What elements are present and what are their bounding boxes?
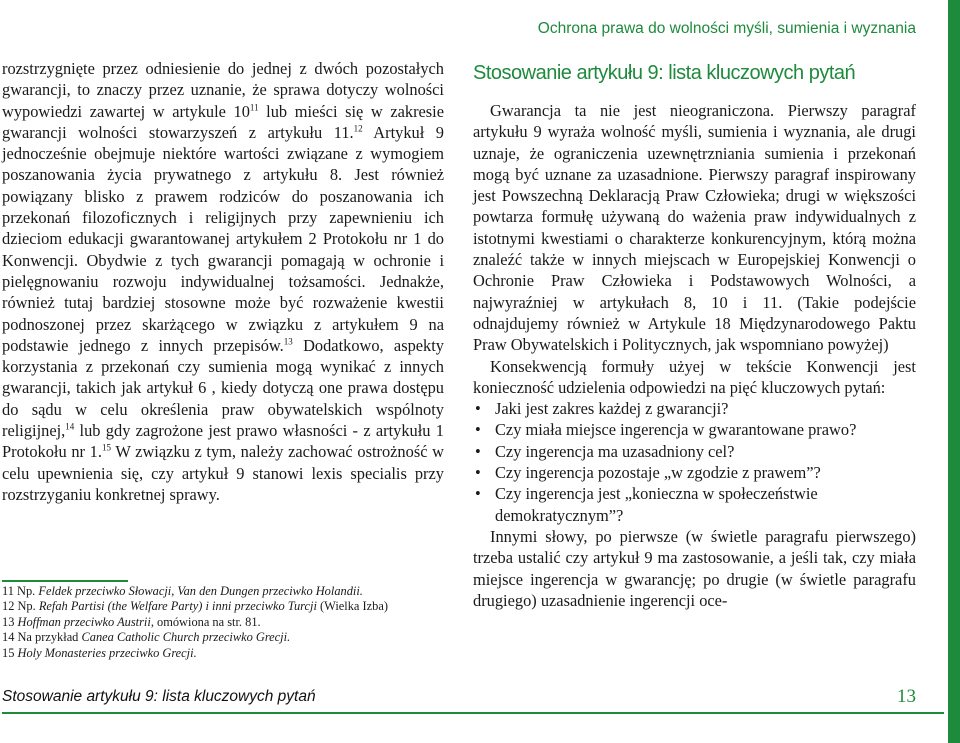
bullet-icon: • xyxy=(475,420,481,440)
list-item xyxy=(473,483,916,526)
footnote-rest: , omówiona na str. 81. xyxy=(150,614,261,629)
footnotes xyxy=(2,584,462,661)
bullet-icon: • xyxy=(475,463,481,483)
bullet-icon: • xyxy=(475,399,481,419)
key-questions-list xyxy=(473,398,916,526)
section-heading: Stosowanie artykułu 9: lista kluczowych pytań xyxy=(473,62,856,84)
bullet-icon: • xyxy=(475,484,481,504)
text-run: lub mieści się w zakresie gwarancji wolności stowarzyszeń z artykułu 11. xyxy=(2,101,445,142)
list-item xyxy=(473,398,916,419)
list-item xyxy=(473,441,916,462)
footnote-number: 11 Np. xyxy=(2,584,36,598)
body-paragraph: Gwarancja ta nie jest nieograniczona. Pierwszy paragraf artykułu 9 wyraża wolność myśli, sumienia i wyznania, ale drugi uznaje, że ograniczenia uzewnętrzniania sumienia i przekonań mogą być uznane za uzasadnione. Pierwszy paragraf inspirowany jest Powszechną Deklaracją Praw Człowieka; drugi w większości powtarza formułę używaną do ważenia praw indywidualnych z istotnymi kwestiami o charakterze konkurencyjnym, którą można znaleźć także w innych miejscach w Europejskiej Konwencji o Ochronie Praw Człowieka i Podstawowych Wolności, a najwyraźniej w artykułach 8, 10 i 11. (Takie podejście odnajdujemy również w Artykule 18 Międzynarodowego Paktu Praw Obywatelskich i Politycznych, jak wspomniano powyżej) xyxy=(473,101,916,355)
footnote-case: Feldek przeciwko Słowacji, Van den Dungen przeciwko Holandii. xyxy=(38,584,363,598)
side-accent-bar xyxy=(948,0,960,743)
footer-rule xyxy=(2,712,944,714)
question-text: Czy ingerencja pozostaje „w zgodzie z prawem”? xyxy=(495,463,821,483)
left-column xyxy=(2,58,444,505)
text-run: W związku z tym, należy zachować ostrożność w celu upewnienia się, czy artykuł 9 stanowi lexis specialis przy rozstrzyganiu konkretnej sprawy. xyxy=(2,442,444,504)
footnote-rule xyxy=(2,580,128,582)
footnote-number: 13 xyxy=(2,614,15,629)
text-run: lub gdy zagrożone jest prawo własności - z artykułu 1 Protokołu nr 1. xyxy=(2,421,444,462)
footnote-12 xyxy=(2,599,462,614)
question-text: Czy ingerencja jest „konieczna w społeczeństwie demokratycznym”? xyxy=(495,484,818,525)
page-number: 13 xyxy=(897,686,916,707)
footnote-ref-14[interactable]: 14 xyxy=(65,421,75,432)
footnote-15 xyxy=(2,646,462,661)
footnote-14 xyxy=(2,630,462,645)
running-header: Ochrona prawa do wolności myśli, sumienia i wyznania xyxy=(537,20,916,37)
footnote-case: Holy Monasteries przeciwko Grecji. xyxy=(17,645,197,660)
footnote-number: 15 xyxy=(2,645,15,660)
footnote-ref-11[interactable]: 11 xyxy=(249,102,259,113)
body-paragraph: Konsekwencją formuły użyej w tekście Konwencji jest konieczność udzielenia odpowiedzi na pięć kluczowych pytań: xyxy=(473,356,916,397)
question-text: Jaki jest zakres każdej z gwarancji? xyxy=(495,399,729,419)
footnote-case: Hoffman przeciwko Austrii xyxy=(17,614,151,629)
question-text: Czy miała miejsce ingerencja w gwarantowane prawo? xyxy=(495,420,857,440)
bullet-icon: • xyxy=(475,441,481,461)
text-run: rozstrzygnięte przez odniesienie do jednej z dwóch pozostałych gwarancji, to znaczy przez uznanie, że sprawa dotyczy wolności wypowiedzi zawartej w artykule 10 xyxy=(2,59,444,121)
body-paragraph: Innymi słowy, po pierwsze (w świetle paragrafu pierwszego) trzeba ustalić czy artykuł 9 ma zastosowanie, a jeśli tak, czy miała miejsce ingerencja w gwarancję; po drugie (w świetle paragrafu drugiego) uzasadnienie ingerencji oce- xyxy=(473,526,916,610)
question-text: Czy ingerencja ma uzasadniony cel? xyxy=(495,441,735,461)
footnote-case: Canea Catholic Church przeciwko Grecji. xyxy=(81,630,291,645)
list-item xyxy=(473,462,916,483)
list-item xyxy=(473,419,916,440)
text-run: Artykuł 9 jednocześnie obejmuje niektóre wartości związane z wymogiem poszanowania życia prywatnego z artykułu 8. Jest również powiązany blisko z prawem rodziców do poszanowania ich przekonań filozoficznych i religijnych przy zapewnieniu ich dzieciom edukacji gwarantowanej artykułem 2 Protokołu nr 1 do Konwencji. Obydwie z tych gwarancji pomagają w ochronie i pielęgnowaniu rozwoju indywidualnej tożsamości. Jednakże, również tutaj bardziej stosowne może być rozważenie kwestii podnoszonej przez skarżącego w związku z artykułem 9 na podstawie jednego z innych przepisów. xyxy=(2,122,445,355)
text-run: Dodatkowo, aspekty korzystania z przekonań czy sumienia mogą wynikać z innych gwarancji, takich jak artykuł 6 , kiedy dotyczą one prawa dostępu do sądu w celu określenia praw obywatelskich wspólnoty religijnej, xyxy=(2,335,445,441)
footnote-ref-12[interactable]: 12 xyxy=(353,123,363,134)
footnote-ref-13[interactable]: 13 xyxy=(283,336,293,347)
footnote-11 xyxy=(2,584,462,599)
footnote-ref-15[interactable]: 15 xyxy=(101,442,111,453)
footnote-number: 14 Na przykład xyxy=(2,630,79,645)
footnote-case: Refah Partisi (the Welfare Party) i inni przeciwko Turcji xyxy=(38,599,317,614)
footnote-13 xyxy=(2,615,462,630)
footnote-number: 12 Np. xyxy=(2,599,36,614)
right-column xyxy=(473,62,916,611)
footnote-rest: (Wielka Izba) xyxy=(316,599,388,614)
footer-title: Stosowanie artykułu 9: lista kluczowych pytań xyxy=(2,688,316,705)
body-paragraph xyxy=(2,58,444,505)
